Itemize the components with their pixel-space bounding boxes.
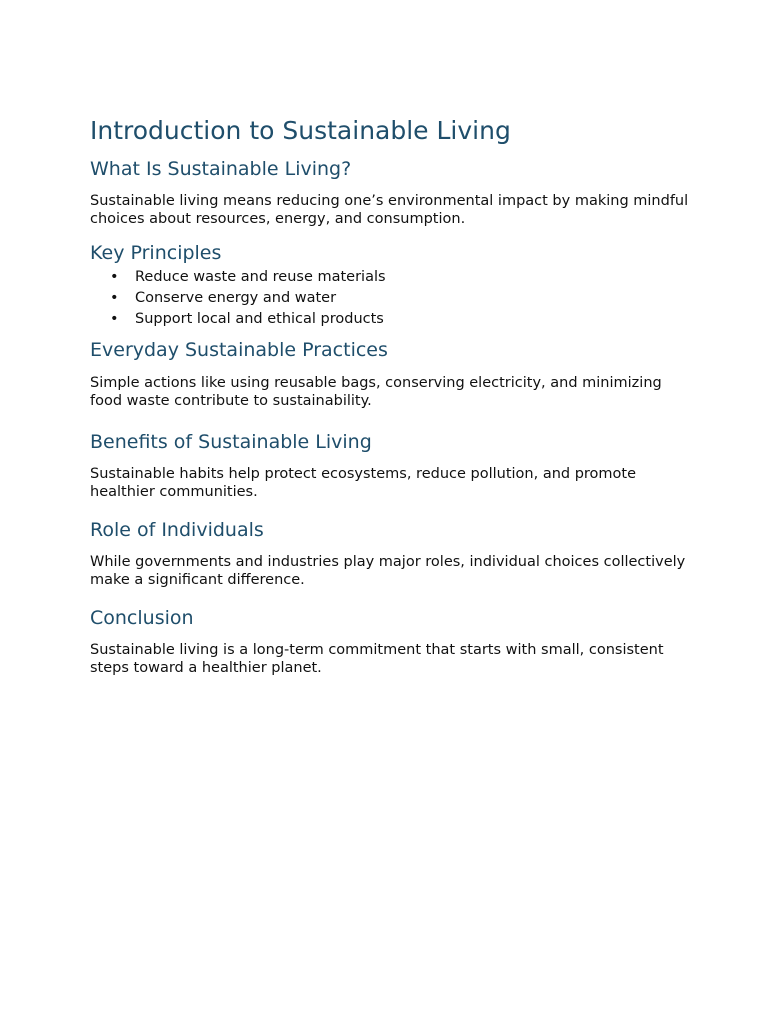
section-paragraph-conclusion: Sustainable living is a long-term commitment that starts with small, consistent steps toward a healthier planet.	[90, 642, 664, 676]
document-page	[90, 112, 690, 677]
bullet-icon: •	[110, 269, 119, 285]
key-principles-list	[90, 267, 690, 330]
section-heading-everyday-practices: Everyday Sustainable Practices	[90, 339, 388, 361]
section-heading-conclusion: Conclusion	[90, 607, 194, 629]
list-item-text: Reduce waste and reuse materials	[135, 269, 386, 285]
list-item-text: Conserve energy and water	[135, 290, 337, 306]
section-heading-what-is: What Is Sustainable Living?	[90, 158, 352, 180]
bullet-icon: •	[110, 290, 119, 306]
bullet-icon: •	[110, 311, 119, 327]
list-item	[90, 309, 690, 330]
list-item	[90, 288, 690, 309]
section-heading-key-principles: Key Principles	[90, 242, 222, 264]
document-title: Introduction to Sustainable Living	[90, 116, 511, 145]
section-paragraph-what-is: Sustainable living means reducing one’s environmental impact by making mindful choices about resources, energy, and consumption.	[90, 193, 689, 227]
section-heading-benefits: Benefits of Sustainable Living	[90, 431, 372, 453]
section-paragraph-benefits: Sustainable habits help protect ecosystems, reduce pollution, and promote healthier communities.	[90, 466, 637, 500]
section-paragraph-role-of-individuals: While governments and industries play major roles, individual choices collectively make a significant difference.	[90, 554, 686, 588]
list-item-text: Support local and ethical products	[135, 311, 384, 327]
list-item	[90, 267, 690, 288]
section-paragraph-everyday-practices: Simple actions like using reusable bags, conserving electricity, and minimizing food waste contribute to sustainability.	[90, 375, 662, 409]
section-heading-role-of-individuals: Role of Individuals	[90, 519, 264, 541]
